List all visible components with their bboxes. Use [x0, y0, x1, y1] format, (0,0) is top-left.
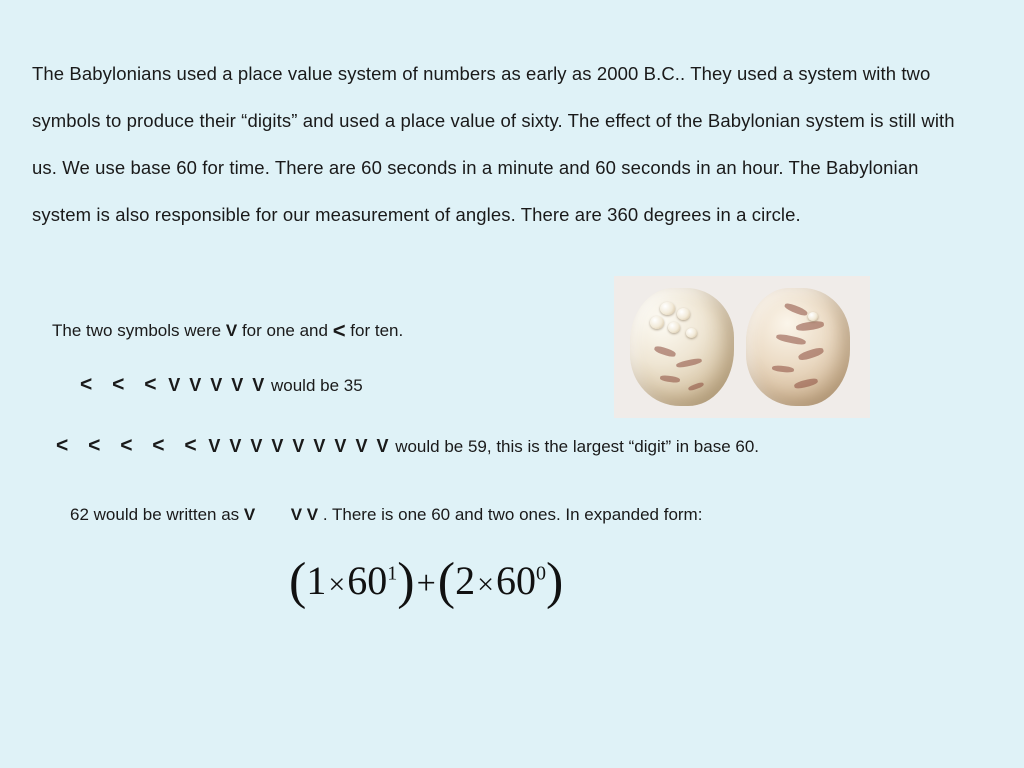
tablet-bump [660, 302, 675, 315]
tablet-mark [784, 302, 809, 317]
tablet-mark [776, 333, 807, 346]
example-62-ones-glyph: V V [290, 505, 319, 524]
formula-close-paren-2: ) [546, 553, 564, 610]
formula-base-2: 60 [496, 558, 537, 603]
tablet-right [746, 288, 850, 406]
example-62-prefix: 62 would be written as [70, 505, 240, 524]
intro-paragraph: The Babylonians used a place value system of numbers as early as 2000 B.C.. They used a system with two symbols to produce their “digits” and used a place value of sixty. The effect of the Babylonian system is still with us. We use base 60 for time. There are 60 seconds in a minute and 60 seconds in an hour. The Babylonian system is also responsible for our measurement of angles. There are 360 degrees in a circle. [32, 63, 955, 225]
two-symbols-middle: for one and [241, 321, 328, 340]
symbol-ten-glyph: < [332, 318, 346, 343]
babylonian-tablet-photo [614, 276, 870, 418]
formula-exponent-2: 0 [536, 562, 547, 585]
tablet-mark [772, 365, 795, 373]
formula-exponent-1: 1 [387, 562, 398, 585]
formula-open-paren-2: ( [437, 553, 456, 610]
example-59-text: would be 59, this is the largest “digit” in base 60. [395, 437, 760, 456]
example-59-tens: < < < < < [56, 434, 204, 457]
tablet-bump [808, 312, 818, 321]
tablet-bump [650, 316, 664, 329]
tablet-mark [660, 375, 681, 384]
tablet-mark [688, 381, 705, 391]
formula-coefficient-1: 1 [306, 558, 327, 603]
formula-close-paren-1: ) [397, 553, 415, 610]
tablet-mark [676, 357, 703, 368]
tablet-bump [668, 322, 680, 333]
example-62-line [70, 505, 702, 525]
expanded-form-formula [289, 548, 564, 610]
example-35-line [80, 373, 363, 397]
two-symbols-suffix: for ten. [350, 321, 404, 340]
example-62-suffix: . There is one 60 and two ones. In expanded form: [322, 505, 703, 524]
formula-times-2: × [477, 568, 495, 601]
two-symbols-line [52, 316, 403, 342]
tablet-mark [794, 377, 819, 390]
symbol-one-glyph: V [225, 321, 238, 340]
example-62-sixty-glyph: V [243, 505, 256, 524]
example-35-tens: < < < [80, 373, 164, 396]
example-35-ones: V V V V V [168, 375, 267, 395]
tablet-mark [653, 345, 676, 358]
two-symbols-prefix: The two symbols were [52, 321, 222, 340]
tablet-bump [686, 328, 697, 338]
example-59-ones: V V V V V V V V V [208, 436, 391, 456]
tablet-mark [797, 346, 824, 362]
formula-coefficient-2: 2 [455, 558, 476, 603]
formula-base-1: 60 [347, 558, 388, 603]
example-59-line [56, 434, 759, 458]
tablet-left [630, 288, 734, 406]
example-35-text: would be 35 [270, 376, 363, 395]
tablet-mark [796, 320, 825, 332]
tablet-bump [677, 308, 690, 320]
formula-plus: + [416, 565, 436, 602]
formula-times-1: × [328, 568, 346, 601]
formula-open-paren-1: ( [289, 553, 307, 610]
